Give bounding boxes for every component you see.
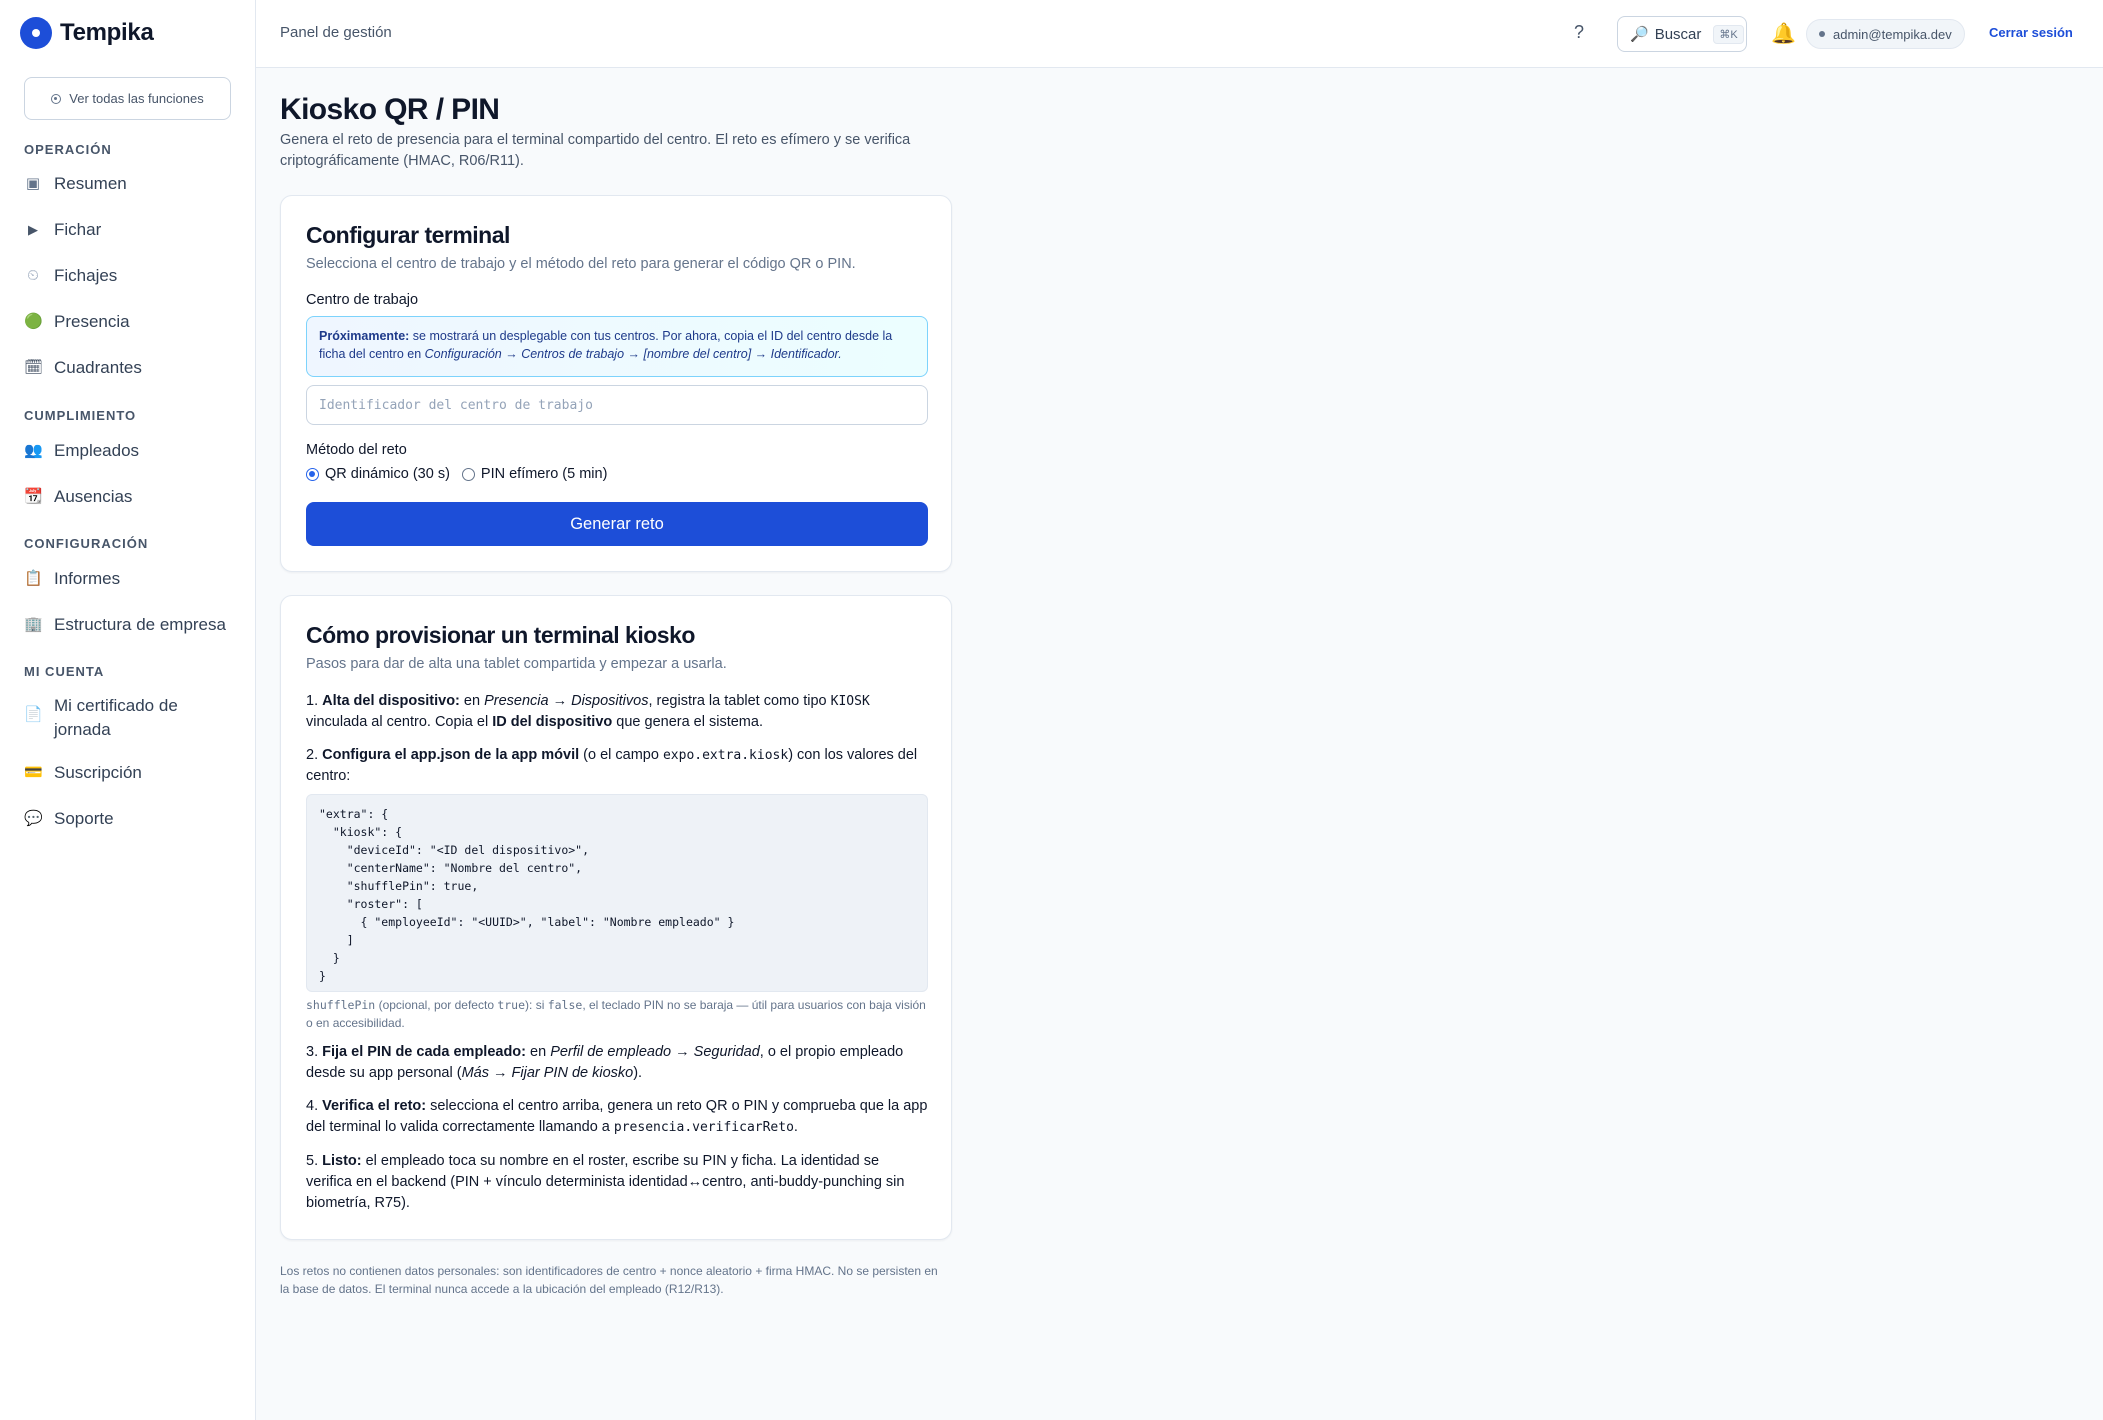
brand[interactable] [20, 17, 154, 49]
sidebar-item-certificado[interactable] [24, 694, 178, 742]
sidebar-item-resumen[interactable] [24, 174, 127, 194]
sidebar-item-label: Fichajes [54, 266, 118, 285]
sidebar-item-label: Suscripción [54, 763, 142, 782]
sidebar-item-presencia[interactable] [24, 312, 130, 332]
config-card-title: Configurar terminal [306, 222, 510, 248]
sidebar-item-label: Presencia [54, 312, 130, 331]
credit-card-icon: 💳 [24, 764, 43, 781]
note-text: (opcional, por defecto [375, 998, 498, 1012]
note-code: true [497, 998, 526, 1012]
page-description: Genera el reto de presencia para el terminal compartido del centro. El reto es efímero y se verifica criptográficamente (HMAC, R06/R11). [280, 132, 911, 169]
step-italic: Presencia → Dispositivos [484, 693, 649, 709]
sidebar-item-informes[interactable] [24, 569, 120, 589]
search-button[interactable] [1617, 16, 1747, 52]
note-code: false [547, 998, 583, 1012]
sidebar-item-label: Estructura de empresa [54, 615, 226, 634]
coming-soon-notice [306, 316, 928, 377]
step-text: . [793, 1119, 798, 1135]
sidebar-item-label [54, 694, 178, 742]
bell-icon[interactable]: 🔔 [1771, 23, 1796, 45]
step-bold: Configura el app.json de la app móvil [322, 747, 580, 763]
step-text: el empleado toca su nombre en el roster, escribe su PIN y ficha. La identidad se verifica en el backend (PIN + vínculo determinista identidad↔centro, anti-buddy-punching sin biometría, R75). [306, 1153, 905, 1211]
sidebar-item-suscripcion[interactable] [24, 763, 142, 783]
sidebar-item-label-line2: jornada [54, 720, 111, 739]
clipboard-icon: 📋 [24, 570, 43, 587]
sidebar-item-label: Soporte [54, 809, 114, 828]
green-circle-icon: 🟢 [24, 313, 43, 330]
step-text: , o el propio empleado desde su app personal ( [306, 1044, 904, 1081]
radio-pin[interactable] [462, 466, 608, 482]
chat-icon: 💬 [24, 810, 43, 827]
step-italic: Perfil de empleado → Seguridad [550, 1044, 760, 1060]
step-num: 3. [306, 1044, 319, 1060]
sidebar-item-estructura[interactable] [24, 615, 226, 635]
step-num: 2. [306, 747, 319, 763]
step-num: 4. [306, 1098, 319, 1114]
radio-qr[interactable] [306, 466, 450, 482]
step-5 [306, 1151, 928, 1214]
step-bold: Alta del dispositivo: [322, 693, 460, 709]
sidebar-item-empleados[interactable] [24, 441, 139, 461]
step-num: 5. [306, 1153, 319, 1169]
step-italic: Más → Fijar PIN de kiosko [461, 1065, 634, 1081]
step-code: presencia.verificarReto [613, 1120, 794, 1135]
provision-card-title: Cómo provisionar un terminal kiosko [306, 622, 695, 648]
config-card [280, 195, 952, 572]
topbar [256, 0, 2103, 68]
center-id-input[interactable] [306, 385, 928, 425]
step-text: ). [633, 1065, 643, 1081]
radio-pin-label: PIN efímero (5 min) [480, 466, 608, 482]
sidebar-item-cuadrantes[interactable] [24, 358, 142, 378]
note-code: shufflePin [306, 998, 376, 1012]
section-label-configuracion: CONFIGURACIÓN [24, 536, 149, 551]
radio-unchecked-icon [462, 468, 475, 481]
step-text: ) con los valores del centro: [306, 747, 918, 784]
status-dot-icon [1819, 31, 1825, 37]
all-functions-label: Ver todas las funciones [69, 91, 204, 106]
sidebar-item-label-line1: Mi certificado de [54, 696, 178, 715]
sidebar-item-label: Cuadrantes [54, 358, 142, 377]
step-bold: Verifica el reto: [322, 1098, 427, 1114]
generate-challenge-button[interactable]: Generar reto [306, 502, 928, 546]
step-text: (o el campo [579, 747, 663, 763]
sidebar-item-ausencias[interactable] [24, 487, 132, 507]
page-title: Kiosko QR / PIN [280, 93, 500, 126]
topbar-title: Panel de gestión [280, 24, 392, 41]
step-bold: Listo: [322, 1153, 362, 1169]
sidebar-item-label: Empleados [54, 441, 140, 460]
step-bold: ID del dispositivo [492, 714, 613, 730]
clock-icon: ⏲ [27, 267, 39, 284]
provision-card-subtitle: Pasos para dar de alta una tablet compartida y empezar a usarla. [306, 656, 727, 672]
brand-name: Tempika [60, 19, 154, 46]
play-icon: ▶ [28, 222, 38, 237]
center-label: Centro de trabajo [306, 292, 419, 308]
notice-bold: Próximamente: [319, 329, 410, 343]
step-1 [306, 691, 928, 733]
section-label-operacion: OPERACIÓN [24, 142, 112, 157]
radio-qr-label: QR dinámico (30 s) [325, 466, 450, 482]
sidebar-item-label: Resumen [54, 174, 127, 193]
logout-link[interactable]: Cerrar sesión [1989, 25, 2073, 40]
shuffle-pin-note [306, 996, 928, 1032]
step-num: 1. [306, 693, 319, 709]
config-card-subtitle: Selecciona el centro de trabajo y el método del reto para generar el código QR o PIN. [306, 256, 856, 272]
sidebar-item-soporte[interactable] [24, 809, 114, 829]
step-text: que genera el sistema. [612, 714, 763, 730]
sidebar-item-label: Informes [54, 569, 121, 588]
document-icon: 📄 [24, 706, 43, 723]
step-text: en [459, 693, 485, 709]
search-icon: 🔎 [1630, 26, 1649, 43]
user-menu[interactable] [1806, 19, 1965, 49]
notice-text: se mostrará un desplegable con tus centros. Por ahora, copia el ID del centro desde la ficha del centro en [319, 329, 893, 361]
step-text: vinculada al centro. Copia el [306, 714, 493, 730]
search-shortcut: ⌘K [1713, 25, 1743, 44]
section-label-cumplimiento: CUMPLIMIENTO [24, 408, 137, 423]
section-label-mi-cuenta: MI CUENTA [24, 664, 105, 679]
step-4 [306, 1096, 928, 1138]
step-bold: Fija el PIN de cada empleado: [322, 1044, 526, 1060]
step-text: , registra la tablet como tipo [648, 693, 831, 709]
user-email: admin@tempika.dev [1833, 26, 1952, 42]
all-functions-button[interactable] [24, 77, 231, 120]
date-icon: 📆 [24, 488, 43, 505]
target-icon [51, 94, 61, 104]
logo-icon [20, 17, 52, 49]
step-3 [306, 1042, 928, 1084]
calendar-icon: 🗓 [24, 359, 44, 376]
sidebar-item-label: Ausencias [54, 487, 133, 506]
step-text: selecciona el centro arriba, genera un reto QR o PIN y comprueba que la app del terminal lo valida correctamente llamando a [306, 1098, 928, 1135]
privacy-footer-note: Los retos no contienen datos personales: son identificadores de centro + nonce aleatorio + firma HMAC. No se persisten en la base de datos. El terminal nunca accede a la ubicación del empleado (R12/R13). [280, 1264, 938, 1296]
provision-card [280, 595, 952, 1240]
sidebar-item-fichar[interactable] [24, 220, 101, 240]
dashboard-icon: ▣ [25, 175, 41, 192]
radio-checked-icon [306, 468, 319, 481]
method-radio-group [306, 466, 607, 482]
sidebar-item-fichajes[interactable] [24, 266, 117, 286]
note-text: , el teclado PIN no se baraja — útil para usuarios con baja visión o en accesibilidad. [306, 998, 926, 1030]
app-json-code-block: "extra": { "kiosk": { "deviceId": "<ID del dispositivo>", "centerName": "Nombre del centro", "shufflePin": true, "roster": [ { "employeeId": "<UUID>", "label": "Nombre empleado" } ] } } [306, 794, 928, 992]
method-label: Método del reto [306, 442, 407, 458]
search-label: Buscar [1654, 25, 1702, 43]
step-2 [306, 745, 928, 787]
step-code: KIOSK [830, 694, 870, 709]
step-text: en [526, 1044, 551, 1060]
note-text: ): si [525, 998, 548, 1012]
notice-path: Configuración → Centros de trabajo → [nombre del centro] → Identificador. [424, 347, 842, 361]
step-code: expo.extra.kiosk [662, 748, 789, 763]
help-icon[interactable]: ? [1574, 22, 1585, 42]
sidebar-item-label: Fichar [54, 220, 102, 239]
sidebar [0, 0, 256, 1420]
building-icon: 🏢 [24, 616, 43, 633]
users-icon: 👥 [24, 442, 43, 459]
